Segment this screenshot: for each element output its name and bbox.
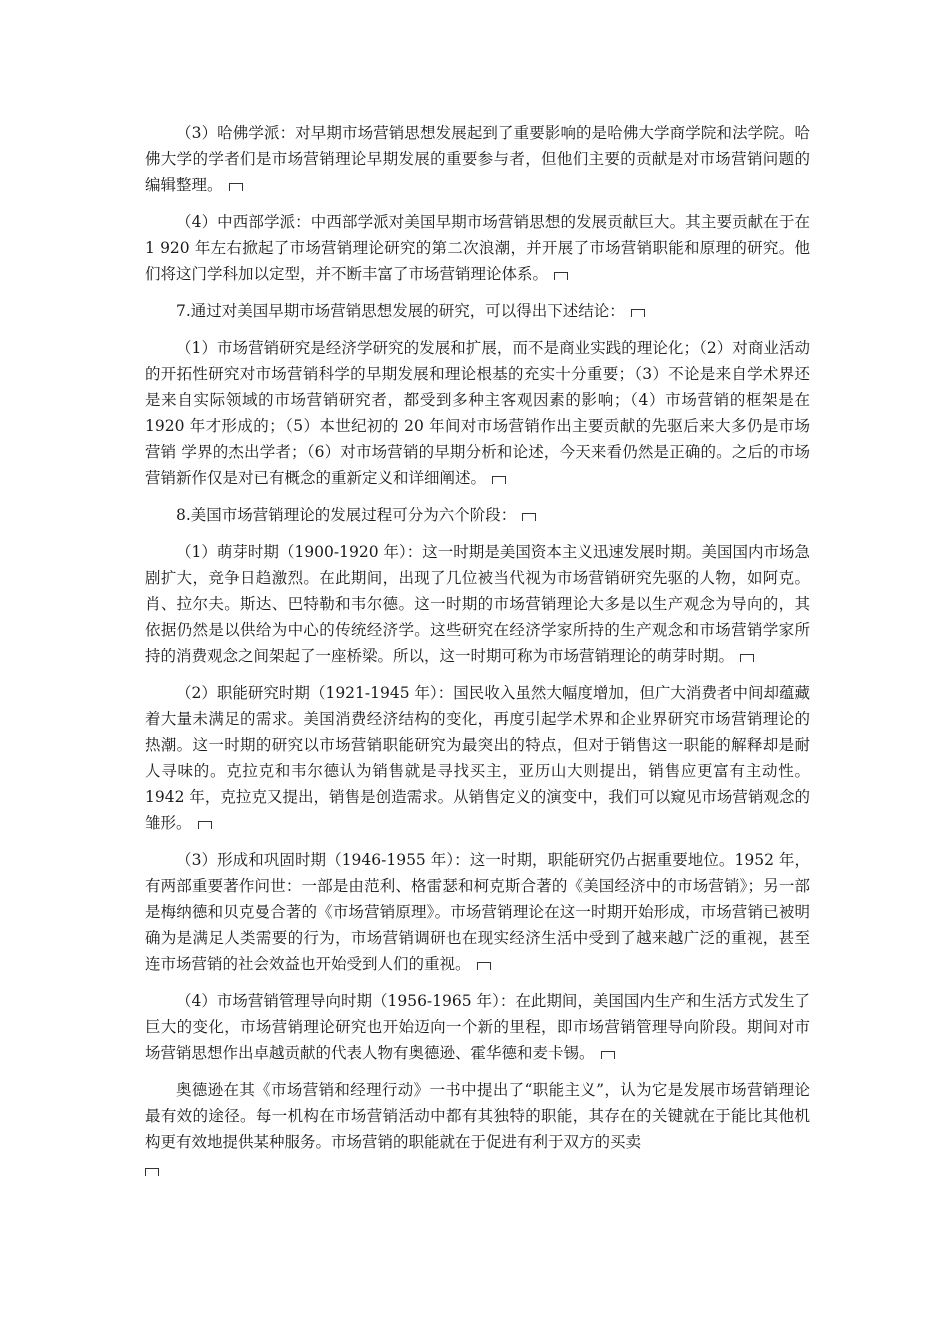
paragraph-text: 8.美国市场营销理论的发展过程可分为六个阶段： bbox=[176, 506, 517, 524]
paragraph-text: （4）中西部学派：中西部学派对美国早期市场营销思想的发展贡献巨大。其主要贡献在于在 1 920 年左右掀起了市场营销理论研究的第二次浪潮，并开展了市场营销职能和原理的研究。他们将这门学科加以定型，并不断丰富了市场营销理论体系。 bbox=[145, 213, 810, 283]
paragraph-mark-icon bbox=[477, 962, 491, 970]
paragraph-alderson bbox=[145, 1077, 810, 1183]
paragraph-mark-line bbox=[145, 1157, 810, 1183]
paragraph-stage-1 bbox=[145, 539, 810, 669]
paragraph-stage-2 bbox=[145, 680, 810, 836]
paragraph-stage-3 bbox=[145, 847, 810, 977]
paragraph-harvard-school bbox=[145, 120, 810, 198]
paragraph-text: 奥德逊在其《市场营销和经理行动》一书中提出了“职能主义”，认为它是发展市场营销理论最有效的途径。每一机构在市场营销活动中都有其独特的职能，其存在的关键就在于能比其他机构更有效地提供某种服务。市场营销的职能就在于促进有利于双方的买卖 bbox=[145, 1081, 810, 1151]
paragraph-mark-icon bbox=[631, 309, 645, 317]
paragraph-mark-icon bbox=[145, 1168, 159, 1176]
paragraph-text: （4）市场营销管理导向时期（1956-1965 年）：在此期间，美国国内生产和生活方式发生了巨大的变化，市场营销理论研究也开始迈向一个新的里程，即市场营销管理导向阶段。期间对市场营销思想作出卓越贡献的代表人物有奥德逊、霍华德和麦卡锡。 bbox=[145, 992, 810, 1062]
paragraph-mark-icon bbox=[554, 272, 568, 280]
paragraph-mark-icon bbox=[522, 513, 536, 521]
paragraph-text: （1）市场营销研究是经济学研究的发展和扩展，而不是商业实践的理论化；（2）对商业活动的开拓性研究对市场营销科学的早期发展和理论根基的充实十分重要；（3）不论是来自学术界还是来自实际领域的市场营销研究者，都受到多种主客观因素的影响；（4）市场营销的框架是在 1920 年才形成的；（5）本世纪初的 20 年间对市场营销作出主要贡献的先驱后来大多仍是市场营销 学界的杰出学者；（6）对市场营销的早期分析和论述，今天来看仍然是正确的。之后的市场营销新作仅是对已有概念的重新定义和详细阐述。 bbox=[145, 339, 810, 487]
paragraph-text: （2）职能研究时期（1921-1945 年）：国民收入虽然大幅度增加，但广大消费者中间却蕴藏着大量未满足的需求。美国消费经济结构的变化，再度引起学术界和企业界研究市场营销理论的热潮。这一时期的研究以市场营销职能研究为最突出的特点，但对于销售这一职能的解释却是耐人寻味的。克拉克和韦尔德认为销售就是寻找买主，亚历山大则提出，销售应更富有主动性。1942 年，克拉克又提出，销售是创造需求。从销售定义的演变中，我们可以窥见市场营销观念的雏形。 bbox=[145, 684, 810, 832]
paragraph-conclusions bbox=[145, 335, 810, 491]
paragraph-stage-4 bbox=[145, 988, 810, 1066]
document-page bbox=[145, 120, 810, 1194]
paragraph-item-7-heading bbox=[145, 298, 810, 324]
paragraph-mark-icon bbox=[740, 654, 754, 662]
paragraph-text: （1）萌芽时期（1900-1920 年）：这一时期是美国资本主义迅速发展时期。美国国内市场急剧扩大，竞争日趋激烈。在此期间，出现了几位被当代视为市场营销研究先驱的人物，如阿克。肖、拉尔夫。斯达、巴特勒和韦尔德。这一时期的市场营销理论大多是以生产观念为导向的，其依据仍然是以供给为中心的传统经济学。这些研究在经济学家所持的生产观念和市场营销学家所持的消费观念之间架起了一座桥梁。所以，这一时期可称为市场营销理论的萌芽时期。 bbox=[145, 543, 810, 665]
paragraph-item-8-heading bbox=[145, 502, 810, 528]
paragraph-text: 7.通过对美国早期市场营销思想发展的研究，可以得出下述结论： bbox=[176, 302, 625, 320]
paragraph-mark-icon bbox=[601, 1051, 615, 1059]
paragraph-text: （3）哈佛学派：对早期市场营销思想发展起到了重要影响的是哈佛大学商学院和法学院。哈佛大学的学者们是市场营销理论早期发展的重要参与者，但他们主要的贡献是对市场营销问题的编辑整理。 bbox=[145, 124, 810, 194]
paragraph-text: （3）形成和巩固时期（1946-1955 年）：这一时期，职能研究仍占据重要地位。1952 年，有两部重要著作问世：一部是由范利、格雷瑟和柯克斯合著的《美国经济中的市场营销》；另一部是梅纳德和贝克曼合著的《市场营销原理》。市场营销理论在这一时期开始形成，市场营销已被明确为是满足人类需要的行为，市场营销调研也在现实经济生活中受到了越来越广泛的重视，甚至连市场营销的社会效益也开始受到人们的重视。 bbox=[145, 851, 810, 973]
paragraph-mark-icon bbox=[229, 183, 243, 191]
paragraph-midwest-school bbox=[145, 209, 810, 287]
paragraph-mark-icon bbox=[198, 821, 212, 829]
paragraph-mark-icon bbox=[492, 476, 506, 484]
